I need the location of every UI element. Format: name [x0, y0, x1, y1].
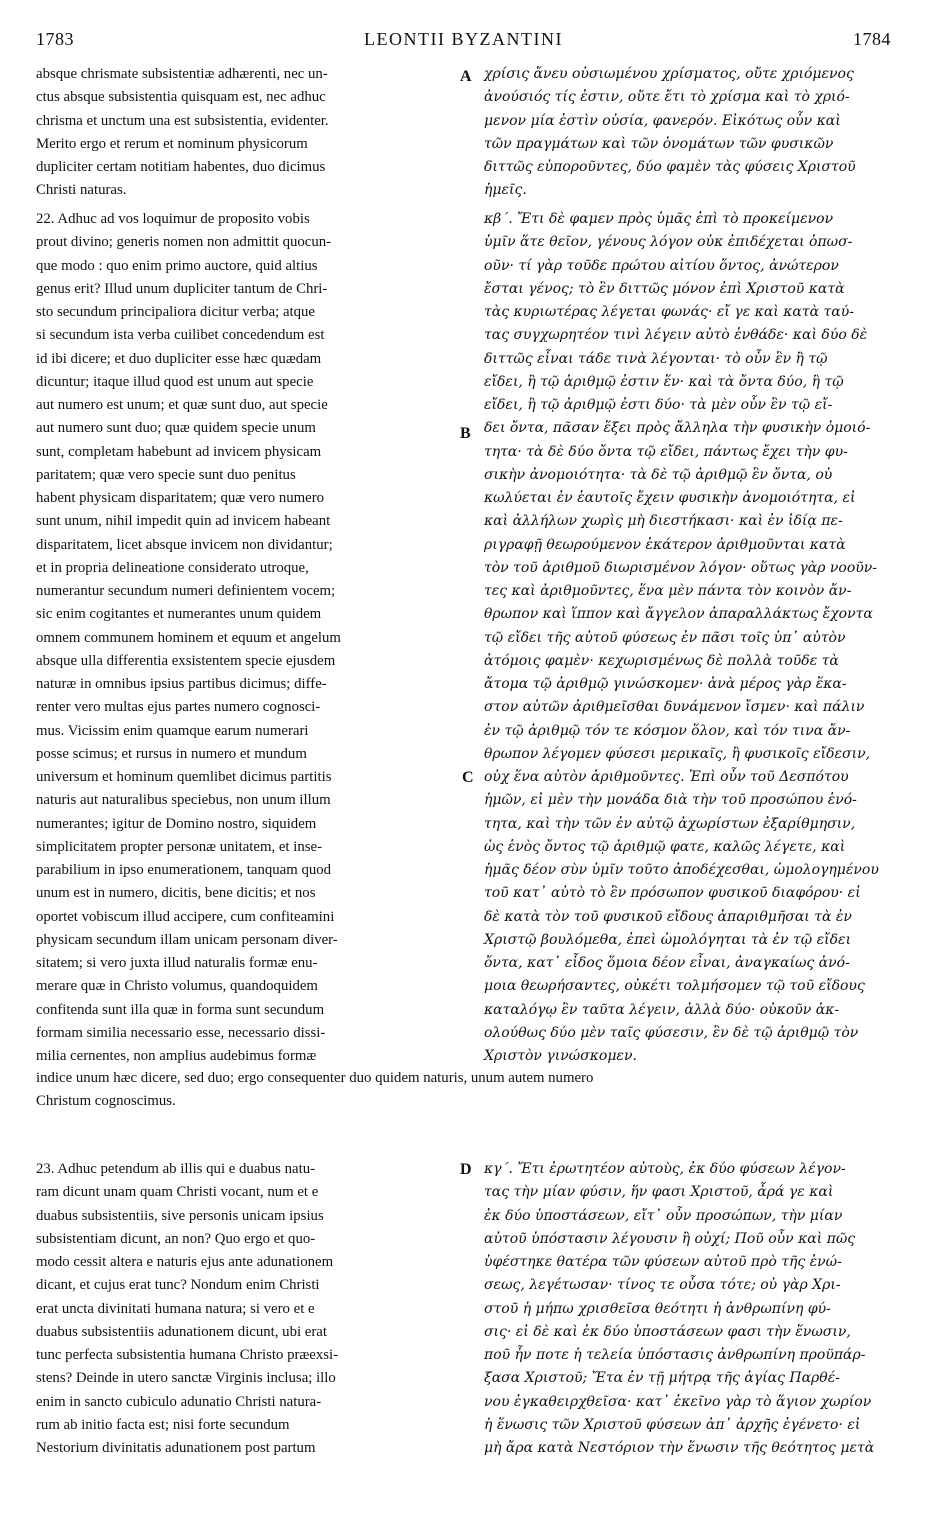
text-line: Christi naturas. [36, 182, 127, 199]
text-line: Χριστῷ βουλόμεθα, ἐπεὶ ὡμολόγηται τὰ ἐν τῷ εἴδει [484, 931, 852, 948]
text-line: unum est in numero, dicitis, bene dicitis; et nos [36, 885, 316, 902]
block2-latin-column [36, 208, 454, 1068]
text-line: ἔσται γένος; τὸ ἓν διττῶς μόνον ἐπὶ Χριστοῦ κατὰ [484, 280, 845, 297]
text-line: ἀτόμοις φαμὲν· κεχωρισμένως δὲ πολλὰ τοῦδε τὰ [484, 652, 839, 669]
text-line: absque ulla differentia exsistentem specie ejusdem [36, 652, 336, 669]
block3-greek-column [484, 1158, 892, 1460]
text-line: subsistentiam dicunt, an non? Quo ergo et quo- [36, 1230, 316, 1247]
text-line: ἡμῶν, εἰ μὲν τὴν μονάδα διὰ τὴν τοῦ προσώπου ἑνό- [484, 792, 857, 809]
text-line: aut numero sunt duo; quæ quidem specie unum [36, 420, 316, 437]
text-line: τας τὴν μίαν φύσιν, ἥν φασι Χριστοῦ, ἆρά γε καὶ [484, 1184, 834, 1201]
text-line: enim in sancto cubiculo adunatio Christi natura- [36, 1393, 322, 1410]
text-line: τὰς κυριωτέρας λέγεται φωνάς· εἴ γε καὶ κατὰ ταύ- [484, 304, 854, 320]
text-line: σεως, λεγέτωσαν· τίνος τε οὖσα τότε; οὐ γὰρ Χρι- [484, 1277, 841, 1294]
block1-greek-column [484, 63, 892, 203]
right-page-number: 1784 [853, 29, 891, 49]
text-line: εἴδει, ἢ τῷ ἀριθμῷ ἐστι δύο· τὰ μὲν οὖν ἓν τῷ εἴ- [484, 397, 833, 413]
text-line: et in propria delineatione considerato utroque, [36, 559, 309, 576]
text-line: ξασα Χριστοῦ; Ἔτα ἐν τῇ μήτρᾳ τῆς ἁγίας Παρθέ- [484, 1370, 840, 1387]
text-line: chrisma et unctum una est subsistentia, evidenter. [36, 112, 329, 129]
text-line: Merito ergo et rerum et nominum physicorum [36, 135, 308, 152]
text-line: τες καὶ ἀριθμοῦντες, ἕνα μὲν πάντα τὸν κοινὸν ἄν- [484, 583, 852, 599]
text-line: oportet vobiscum illud accipere, cum confiteamini [36, 908, 335, 925]
text-line: ἐν τῷ ἀριθμῷ τόν τε κόσμον ὅλον, καὶ τόν τινα ἄν- [484, 722, 851, 739]
text-line: καὶ ἀλλήλων χωρὶς μὴ διεστήκασι· καὶ ἐν ἰδίᾳ πε- [484, 513, 843, 530]
text-line: absque chrismate subsistentiæ adhærenti, nec un- [36, 66, 328, 82]
margin-letter-d: D [460, 1161, 472, 1178]
text-line: Nestorium divinitatis adunationem post partum [36, 1440, 316, 1456]
text-line: τοῦ κατ᾽ αὐτὸ τὸ ἓν πρόσωπον φυσικοῦ διαφόρου· εἰ [484, 885, 861, 902]
text-line: στοῦ ἡ μήπω χρισθεῖσα θεότητι ἡ ἀνθρωπίνη φύ- [484, 1300, 831, 1317]
text-line: ἄτομα τῷ ἀριθμῷ γινώσκομεν· ἀνὰ μέρος γὰρ ἕκα- [484, 676, 847, 692]
text-line: καταλόγῳ ἓν ταῦτα λέγειν, ἀλλὰ δύο· οὐκοῦν ἀκ- [484, 1001, 840, 1018]
block2-greek-column [484, 208, 892, 1068]
text-line: duabus subsistentiis adunationem dicunt, ubi erat [36, 1323, 327, 1340]
text-line: confitenda sunt illa quæ in forma sunt secundum [36, 1001, 325, 1018]
text-line: sunt, completam habebunt ad invicem physicam [36, 443, 322, 460]
text-line: sitatem; si vero juxta illud naturalis formæ enu- [36, 955, 318, 971]
text-line: ποῦ ἦν ποτε ἡ τελεία ὑπόστασις ἀνθρωπίνη προϋπάρ- [484, 1347, 866, 1363]
text-line: μὴ ἄρα κατὰ Νεστόριον τὴν ἕνωσιν τῆς θεότητος μετὰ [484, 1440, 875, 1456]
text-line: posse scimus; et rursus in numero et mundum [36, 745, 307, 762]
text-line: ctus absque subsistentia quisquam est, nec adhuc [36, 89, 326, 106]
text-line: paritatem; quæ vero specie sunt duo penitus [36, 466, 296, 483]
text-line: τητα· τὰ δὲ δύο ὄντα τῷ εἴδει, πάντως ἔχει τὴν φυ- [484, 443, 848, 460]
text-line: μενον μία ἐστὶν οὐσία, φανερόν. Εἰκότως οὖν καὶ [484, 112, 841, 129]
text-line: ἡμᾶς δέον σὺν ὑμῖν τοῦτο ἀποδέχεσθαι, ὡμολογημένου [484, 862, 879, 878]
text-line: τὸν τοῦ ἀριθμοῦ διωρισμένον λόγον· οὕτως γὰρ νοοῦν- [484, 559, 878, 576]
text-line: θρωπον λέγομεν φύσεσι μερικαῖς, ἢ φυσικοῖς εἴδεσιν, [484, 745, 871, 762]
text-line: parabilium in ipso enumerationem, tanquam quod [36, 862, 332, 878]
text-line: dicuntur; itaque illud quod est unum aut specie [36, 373, 314, 390]
text-line: ὑμῖν ἅτε θεῖον, γένους λόγον οὐκ ἐπιδέχεται ὁπωσ- [484, 234, 853, 251]
text-line: disparitatem, licet absque invicem non dividantur; [36, 536, 333, 553]
text-line: sunt unum, nihil impedit quin ad invicem habeant [36, 513, 331, 530]
text-line: σις· εἰ δὲ καὶ ἐκ δύο ὑποστάσεων φασι τὴν ἕνωσιν, [484, 1323, 851, 1340]
text-line: χρίσις ἄνευ οὐσιωμένου χρίσματος, οὔτε χριόμενος [484, 66, 854, 82]
text-line: διττῶς εὐποροῦντες, δύο φαμὲν τὰς φύσεις Χριστοῦ [484, 159, 856, 175]
block1-latin-column [36, 63, 454, 203]
text-line: renter vero multas ejus partes numero cognosci- [36, 699, 321, 716]
text-line: οῦν· τί γὰρ τοῦδε πρώτου αἰτίου ὄντος, ἀνώτερον [484, 257, 839, 274]
text-line: merare quæ in Christo volumus, quandoquidem [36, 978, 318, 995]
text-line: aut numero est unum; et quæ sunt duo, aut specie [36, 397, 328, 413]
text-line: si secundum ista verba cuilibet concedendum est [36, 327, 325, 344]
text-line: prout divino; generis nomen non admittit quocun- [36, 234, 332, 251]
text-line: indice unum hæc dicere, sed duo; ergo consequenter duo quidem naturis, unum autem numero [36, 1070, 594, 1086]
text-line: dicant, et cujus erat tunc? Nondum enim Christi [36, 1277, 320, 1294]
text-line: εἴδει, ἢ τῷ ἀριθμῷ ἐστιν ἕν· καὶ τὰ ὄντα δύο, ἢ τῷ [484, 373, 844, 390]
text-line: θρωπον καὶ ἵππον καὶ ἄγγελον ἀπαραλλάκτως ἔχοντα [484, 606, 873, 623]
text-line: μοια θεωρήσαντες, οὐκέτι τολμήσομεν τῷ τοῦ εἴδους [484, 978, 865, 995]
text-line: erat uncta divinitati humana natura; si vero et e [36, 1300, 315, 1317]
text-line: 23. Adhuc petendum ab illis qui e duabus natu- [36, 1161, 316, 1177]
text-line: id ibi dicere; et duo dupliciter esse hæc quædam [36, 350, 322, 367]
text-line: ἐκ δύο ὑποστάσεων, εἴτ᾽ οὖν προσώπων, τὴν μίαν [484, 1207, 843, 1224]
running-title: LEONTII BYZANTINI [364, 29, 563, 49]
text-line: stens? Deinde in utero sanctæ Virginis inclusa; illo [36, 1370, 336, 1387]
text-line: formam similia necessario esse, necessario dissi- [36, 1024, 326, 1041]
text-line: δει ὄντα, πᾶσαν ἕξει πρὸς ἄλληλα τὴν φυσικὴν ὁμοιό- [484, 420, 871, 437]
text-line: milia cernentes, non amplius audebimus formæ [36, 1048, 317, 1064]
text-line: habent physicam disparitatem; quæ vero numero [36, 490, 325, 506]
text-line: rum ab initio facta est; nisi forte secundum [36, 1416, 290, 1433]
block3-latin-column [36, 1158, 454, 1460]
text-line: naturis aut naturalibus speciebus, non unum illum [36, 792, 331, 809]
text-line: mus. Vicissim enim quamque earum numerari [36, 722, 309, 739]
text-line: τας συγχωρητέον τινὶ λέγειν αὐτὸ ἐνθάδε· καὶ δύο δὲ [484, 327, 868, 344]
text-line: numerantes; igitur de Domino nostro, siquidem [36, 815, 317, 832]
text-line: simplicitatem propter personæ unitatem, et inse- [36, 838, 323, 855]
text-line: ὡς ἑνὸς ὄντος τῷ ἀριθμῷ φατε, καλῶς λέγετε, καὶ [484, 838, 846, 855]
text-line: physicam secundum illam unicam personam diver- [36, 931, 338, 948]
text-line: διττῶς εἶναι τάδε τινὰ λέγονται· τὸ οὖν ἓν ἢ τῷ [484, 350, 828, 367]
text-line: numerantur secundum numeri definientem vocem; [36, 583, 336, 599]
text-line: τῷ εἴδει τῆς αὐτοῦ φύσεως ἐν πᾶσι τοῖς ὑπ᾽ αὐτὸν [484, 629, 846, 646]
text-line: Christum cognoscimus. [36, 1093, 176, 1110]
text-line: tunc perfecta subsistentia humana Christo præexsi- [36, 1347, 339, 1363]
margin-letter-c: C [462, 769, 474, 786]
text-line: universum et hominum quemlibet dicimus partitis [36, 769, 332, 785]
text-line: κγ΄. Ἔτι ἐρωτητέον αὐτοὺς, ἐκ δύο φύσεων λέγον- [484, 1161, 846, 1177]
text-line: ἀνούσιός τίς ἐστιν, οὔτε ἔτι τὸ χρίσμα καὶ τὸ χριό- [484, 89, 850, 106]
text-line: que modo : quo enim primo auctore, quid altius [36, 257, 318, 274]
left-page-number: 1783 [36, 29, 74, 49]
text-line: duabus subsistentiis, sive personis unicam ipsius [36, 1207, 324, 1224]
text-line: κβ΄. Ἔτι δὲ φαμεν πρὸς ὑμᾶς ἐπὶ τὸ προκείμενον [484, 211, 834, 227]
text-line: ολούθως δύο μὲν ταῖς φύσεσιν, ἓν δὲ τῷ ἀριθμῷ τὸν [484, 1024, 859, 1041]
margin-letter-b: B [460, 425, 471, 442]
text-line: ἡμεῖς. [484, 182, 527, 199]
text-line: ὑφέστηκε θατέρα τῶν φύσεων αὐτοῦ πρὸ τῆς ἑνώ- [484, 1254, 842, 1270]
text-line: 22. Adhuc ad vos loquimur de proposito vobis [36, 211, 310, 227]
text-line: νου ἐγκαθειρχθεῖσα· κατ᾽ ἐκεῖνο γὰρ τὸ ἅγιον χωρίον [484, 1393, 872, 1410]
text-line: ριγραφῇ θεωρούμενον ἑκάτερον ἀριθμοῦνται κατὰ [484, 536, 846, 553]
text-line: κωλύεται ἐν ἑαυτοῖς ἔχειν φυσικὴν ἀνομοιότητα, εἰ [484, 490, 856, 506]
margin-letter-a: A [460, 68, 472, 85]
text-line: omnem communem hominem et equum et angelum [36, 629, 341, 646]
text-line: naturæ in omnibus ipsius partibus dicimus; diffe- [36, 676, 327, 692]
text-line: δὲ κατὰ τὸν τοῦ φυσικοῦ εἴδους ἀπαριθμῆσαι τὰ ἐν [484, 908, 852, 925]
text-line: sic enim cogitantes et numerantes unum quidem [36, 606, 322, 623]
text-line: Χριστὸν γινώσκομεν. [484, 1048, 637, 1064]
text-line: ἡ ἕνωσις τῶν Χριστοῦ φύσεων ἀπ᾽ ἀρχῆς ἐγένετο· εἰ [484, 1416, 861, 1433]
text-line: σικὴν ἀνομοιότητα· τὰ δὲ τῷ ἀριθμῷ ἓν ὄντα, οὐ [484, 466, 833, 483]
text-line: ὄντα, κατ᾽ εἶδος ὅμοια δέον εἶναι, ἀναγκαίως ἀνό- [484, 955, 850, 971]
text-line: τῶν πραγμάτων καὶ τῶν ὀνομάτων τῶν φυσικῶν [484, 135, 834, 152]
text-line: genus erit? Illud unum dupliciter tantum de Chri- [36, 280, 328, 297]
text-line: ram dicunt unam quam Christi vocant, num et e [36, 1184, 319, 1201]
text-line: dupliciter certam notitiam habentes, duo dicimus [36, 159, 326, 175]
text-line: modo cessit altera e naturis ejus ante adunationem [36, 1254, 334, 1270]
text-line: τητα, καὶ τὴν τῶν ἐν αὐτῷ ἀχωρίστων ἐξαρίθμησιν, [484, 815, 856, 832]
text-line: οὐχ ἕνα αὐτὸν ἀριθμοῦντες. Ἐπὶ οὖν τοῦ Δεσπότου [484, 769, 849, 785]
text-line: sto secundum principaliora dicitur verba; atque [36, 304, 315, 320]
block2-full-width-text [36, 1067, 892, 1114]
text-line: στον αὐτῶν ἀριθμεῖσθαι δυνάμενον ἴσμεν· καὶ πάλιν [484, 699, 865, 716]
text-line: αὐτοῦ ὑπόστασιν λέγουσιν ἢ οὐχί; Ποῦ οὖν καὶ πῶς [484, 1230, 856, 1247]
